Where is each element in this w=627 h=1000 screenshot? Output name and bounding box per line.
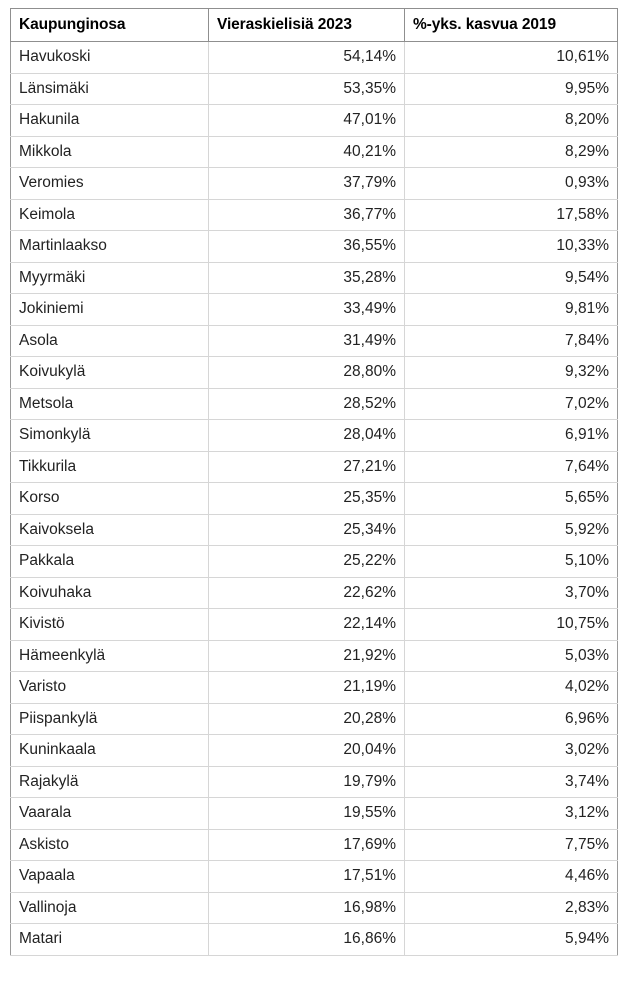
cell-share-2023: 19,55% <box>209 798 405 830</box>
cell-share-2023: 31,49% <box>209 325 405 357</box>
table-header-row <box>11 9 618 42</box>
table-row <box>11 640 618 672</box>
cell-growth-2019: 8,29% <box>405 136 618 168</box>
cell-growth-2019: 5,94% <box>405 924 618 956</box>
column-header-growth-2019: %-yks. kasvua 2019 <box>405 9 618 42</box>
cell-district: Mikkola <box>11 136 209 168</box>
cell-share-2023: 20,04% <box>209 735 405 767</box>
table-row <box>11 105 618 137</box>
cell-growth-2019: 3,02% <box>405 735 618 767</box>
cell-district: Vallinoja <box>11 892 209 924</box>
cell-growth-2019: 10,33% <box>405 231 618 263</box>
cell-growth-2019: 7,02% <box>405 388 618 420</box>
cell-share-2023: 27,21% <box>209 451 405 483</box>
cell-growth-2019: 3,74% <box>405 766 618 798</box>
cell-district: Korso <box>11 483 209 515</box>
table-row <box>11 357 618 389</box>
cell-share-2023: 22,62% <box>209 577 405 609</box>
table-row <box>11 325 618 357</box>
cell-share-2023: 36,77% <box>209 199 405 231</box>
cell-district: Hakunila <box>11 105 209 137</box>
cell-growth-2019: 6,96% <box>405 703 618 735</box>
cell-share-2023: 28,80% <box>209 357 405 389</box>
cell-growth-2019: 5,03% <box>405 640 618 672</box>
cell-share-2023: 17,69% <box>209 829 405 861</box>
table-row <box>11 546 618 578</box>
table-row <box>11 514 618 546</box>
cell-share-2023: 21,19% <box>209 672 405 704</box>
cell-growth-2019: 5,92% <box>405 514 618 546</box>
cell-district: Keimola <box>11 199 209 231</box>
cell-district: Vaarala <box>11 798 209 830</box>
cell-district: Piispankylä <box>11 703 209 735</box>
cell-share-2023: 28,52% <box>209 388 405 420</box>
cell-share-2023: 20,28% <box>209 703 405 735</box>
cell-growth-2019: 5,10% <box>405 546 618 578</box>
cell-district: Simonkylä <box>11 420 209 452</box>
cell-growth-2019: 5,65% <box>405 483 618 515</box>
cell-share-2023: 40,21% <box>209 136 405 168</box>
cell-growth-2019: 8,20% <box>405 105 618 137</box>
cell-share-2023: 19,79% <box>209 766 405 798</box>
cell-growth-2019: 0,93% <box>405 168 618 200</box>
column-header-district: Kaupunginosa <box>11 9 209 42</box>
cell-district: Pakkala <box>11 546 209 578</box>
table-row <box>11 892 618 924</box>
cell-growth-2019: 4,02% <box>405 672 618 704</box>
cell-growth-2019: 9,54% <box>405 262 618 294</box>
cell-district: Koivukylä <box>11 357 209 389</box>
cell-share-2023: 16,98% <box>209 892 405 924</box>
statistics-table <box>10 8 618 956</box>
cell-district: Vapaala <box>11 861 209 893</box>
column-header-share-2023: Vieraskielisiä 2023 <box>209 9 405 42</box>
table-row <box>11 924 618 956</box>
cell-growth-2019: 9,95% <box>405 73 618 105</box>
cell-share-2023: 53,35% <box>209 73 405 105</box>
cell-growth-2019: 2,83% <box>405 892 618 924</box>
table-row <box>11 262 618 294</box>
cell-share-2023: 21,92% <box>209 640 405 672</box>
table-row <box>11 798 618 830</box>
table-body <box>11 42 618 956</box>
cell-share-2023: 47,01% <box>209 105 405 137</box>
cell-district: Veromies <box>11 168 209 200</box>
table-row <box>11 451 618 483</box>
cell-growth-2019: 7,75% <box>405 829 618 861</box>
cell-share-2023: 25,22% <box>209 546 405 578</box>
cell-district: Metsola <box>11 388 209 420</box>
cell-share-2023: 25,35% <box>209 483 405 515</box>
cell-growth-2019: 3,70% <box>405 577 618 609</box>
cell-growth-2019: 9,81% <box>405 294 618 326</box>
cell-district: Havukoski <box>11 42 209 74</box>
cell-district: Varisto <box>11 672 209 704</box>
cell-district: Kuninkaala <box>11 735 209 767</box>
table-row <box>11 672 618 704</box>
cell-district: Rajakylä <box>11 766 209 798</box>
table-row <box>11 136 618 168</box>
cell-share-2023: 25,34% <box>209 514 405 546</box>
cell-share-2023: 33,49% <box>209 294 405 326</box>
table-row <box>11 388 618 420</box>
table-row <box>11 735 618 767</box>
table-row <box>11 577 618 609</box>
table-row <box>11 861 618 893</box>
cell-district: Tikkurila <box>11 451 209 483</box>
table-row <box>11 168 618 200</box>
table-row <box>11 42 618 74</box>
cell-share-2023: 35,28% <box>209 262 405 294</box>
cell-district: Hämeenkylä <box>11 640 209 672</box>
cell-growth-2019: 4,46% <box>405 861 618 893</box>
table-row <box>11 73 618 105</box>
cell-district: Myyrmäki <box>11 262 209 294</box>
table-row <box>11 199 618 231</box>
cell-district: Matari <box>11 924 209 956</box>
cell-growth-2019: 10,61% <box>405 42 618 74</box>
cell-district: Länsimäki <box>11 73 209 105</box>
cell-share-2023: 22,14% <box>209 609 405 641</box>
cell-growth-2019: 7,84% <box>405 325 618 357</box>
cell-district: Jokiniemi <box>11 294 209 326</box>
cell-growth-2019: 3,12% <box>405 798 618 830</box>
cell-share-2023: 54,14% <box>209 42 405 74</box>
table-row <box>11 703 618 735</box>
cell-district: Koivuhaka <box>11 577 209 609</box>
cell-growth-2019: 7,64% <box>405 451 618 483</box>
cell-growth-2019: 9,32% <box>405 357 618 389</box>
cell-growth-2019: 6,91% <box>405 420 618 452</box>
cell-growth-2019: 17,58% <box>405 199 618 231</box>
table-row <box>11 294 618 326</box>
cell-district: Kaivoksela <box>11 514 209 546</box>
cell-district: Kivistö <box>11 609 209 641</box>
table-row <box>11 609 618 641</box>
cell-share-2023: 17,51% <box>209 861 405 893</box>
cell-share-2023: 28,04% <box>209 420 405 452</box>
cell-growth-2019: 10,75% <box>405 609 618 641</box>
table-header <box>11 9 618 42</box>
cell-share-2023: 16,86% <box>209 924 405 956</box>
cell-share-2023: 36,55% <box>209 231 405 263</box>
cell-share-2023: 37,79% <box>209 168 405 200</box>
table-row <box>11 483 618 515</box>
table-row <box>11 829 618 861</box>
table-row <box>11 420 618 452</box>
table-row <box>11 231 618 263</box>
cell-district: Askisto <box>11 829 209 861</box>
cell-district: Martinlaakso <box>11 231 209 263</box>
cell-district: Asola <box>11 325 209 357</box>
table-row <box>11 766 618 798</box>
